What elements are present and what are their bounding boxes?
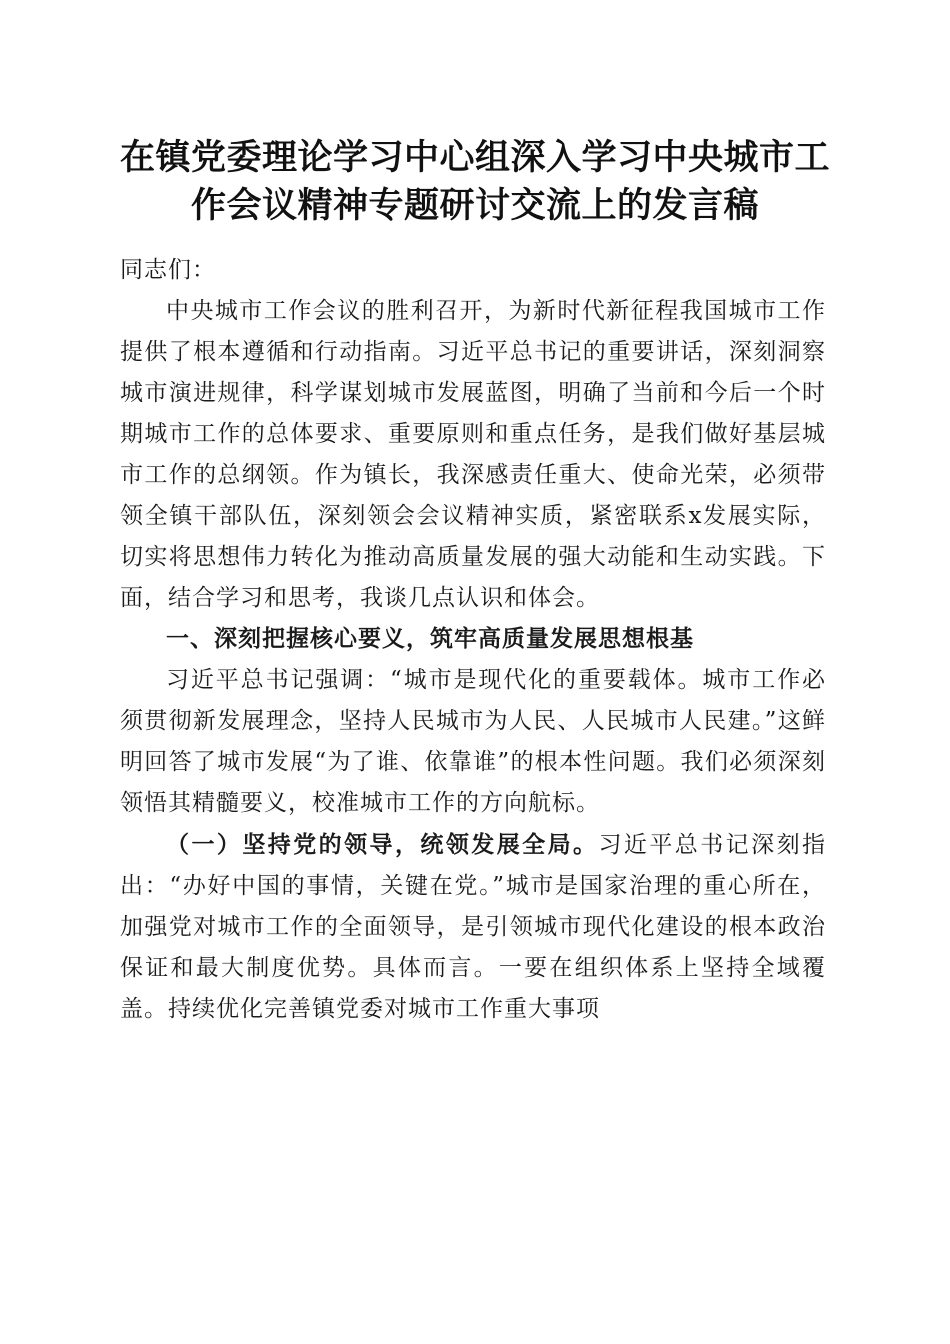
opening-paragraph: 中央城市工作会议的胜利召开，为新时代新征程我国城市工作提供了根本遵循和行动指南。习近平总书记的重要讲话，深刻洞察城市演进规律，科学谋划城市发展蓝图，明确了当前和今后一个时期城市工作的总体要求、重要原则和重点任务，是我们做好基层城市工作的总纲领。作为镇长，我深感责任重大、使命光荣，必须带领全镇干部队伍，深刻领会会议精神实质，紧密联系x发展实际，切实将思想伟力转化为推动高质量发展的强大动能和生动实践。下面，结合学习和思考，我谈几点认识和体会。 (120, 298, 826, 611)
subsection-1-lead: （一）坚持党的领导，统领发展全局。 (166, 831, 599, 858)
salutation: 同志们： (120, 257, 216, 283)
document-title (110, 134, 840, 230)
title-line-1: 在镇党委理论学习中心组深入学习中央城市工 (119, 137, 830, 178)
section-1-intro-paragraph: 习近平总书记强调：“城市是现代化的重要载体。城市工作必须贯彻新发展理念，坚持人民城市为人民、人民城市人民建。”这鲜明回答了城市发展“为了谁、依靠谁”的根本性问题。我们必须深刻领悟其精髓要义，校准城市工作的方向航标。 (120, 667, 826, 816)
subsection-1-paragraph (120, 824, 826, 1030)
title-line-2: 作会议精神专题研讨交流上的发言稿 (190, 185, 759, 226)
section-heading-1: 一、深刻把握核心要义，筑牢高质量发展思想根基 (166, 626, 694, 652)
document-body (120, 250, 826, 1030)
subsection-1-text: 习近平总书记深刻指出：“办好中国的事情，关键在党。”城市是国家治理的重心所在，加强党对城市工作的全面领导，是引领城市现代化建设的根本政治保证和最大制度优势。具体而言。一要在组织体系上坚持全域覆盖。持续优化完善镇党委对城市工作重大事项 (120, 832, 827, 1022)
